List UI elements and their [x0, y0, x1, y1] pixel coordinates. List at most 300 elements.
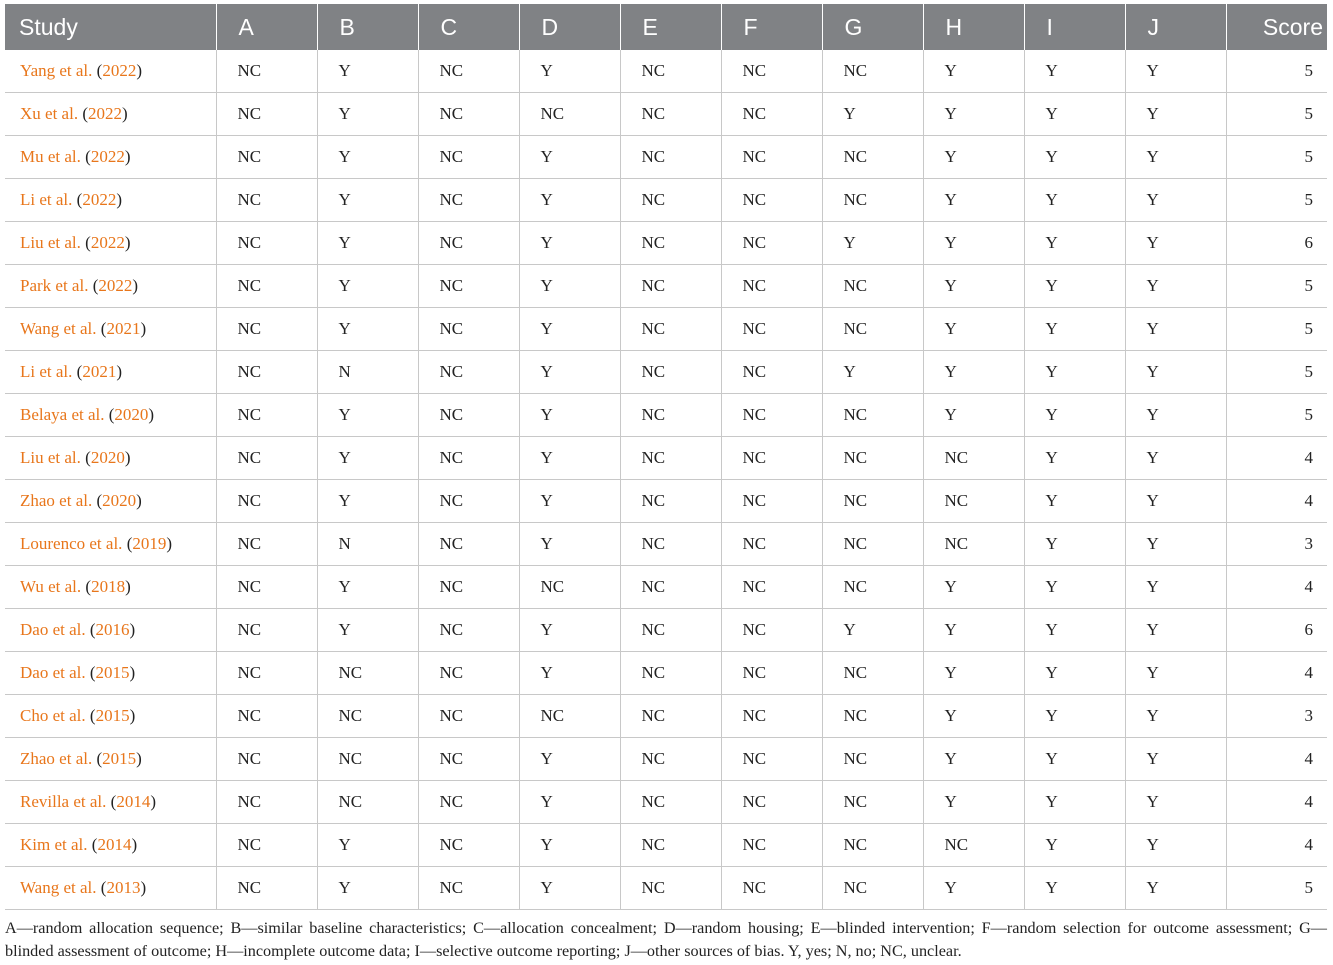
criterion-cell: Y	[1125, 609, 1226, 652]
table-row	[5, 136, 1327, 179]
criterion-cell: Y	[317, 136, 418, 179]
criterion-cell: Y	[1125, 480, 1226, 523]
study-cell	[5, 351, 216, 394]
criterion-cell: NC	[822, 394, 923, 437]
criterion-cell: NC	[216, 265, 317, 308]
open-paren: (	[89, 706, 96, 725]
criterion-cell: Y	[1024, 523, 1125, 566]
criterion-cell: NC	[620, 394, 721, 437]
criterion-cell: N	[317, 351, 418, 394]
criterion-cell: Y	[923, 394, 1024, 437]
criterion-cell: Y	[923, 136, 1024, 179]
criterion-cell: NC	[721, 308, 822, 351]
close-paren: )	[124, 448, 131, 467]
open-paren: (	[85, 147, 91, 166]
criterion-cell: NC	[620, 566, 721, 609]
close-paren: )	[132, 276, 139, 295]
criterion-cell: NC	[822, 566, 923, 609]
criterion-cell: Y	[1024, 93, 1125, 136]
criterion-cell: Y	[1024, 50, 1125, 93]
score-cell: 5	[1226, 93, 1327, 136]
open-paren: (	[85, 577, 92, 596]
criterion-cell: NC	[923, 480, 1024, 523]
criterion-cell: NC	[721, 609, 822, 652]
score-cell: 3	[1226, 695, 1327, 738]
criterion-cell: Y	[923, 566, 1024, 609]
close-paren: )	[125, 577, 131, 596]
criterion-cell: NC	[418, 351, 519, 394]
criterion-cell: NC	[418, 781, 519, 824]
study-cell	[5, 738, 216, 781]
study-author-link[interactable]: Zhao et al.	[20, 749, 93, 768]
criterion-cell: Y	[317, 50, 418, 93]
criterion-cell: NC	[519, 695, 620, 738]
study-author-link[interactable]: Wang et al.	[20, 319, 97, 338]
open-paren: (	[89, 620, 96, 639]
header-col-j: J	[1125, 4, 1226, 50]
study-cell	[5, 824, 216, 867]
criterion-cell: Y	[1024, 222, 1125, 265]
criterion-cell: NC	[216, 50, 317, 93]
criterion-cell: Y	[923, 222, 1024, 265]
criterion-cell: NC	[721, 394, 822, 437]
criterion-cell: Y	[519, 265, 620, 308]
table-row	[5, 437, 1327, 480]
criterion-cell: NC	[822, 50, 923, 93]
criterion-cell: NC	[418, 50, 519, 93]
score-cell: 5	[1226, 136, 1327, 179]
score-cell: 4	[1226, 566, 1327, 609]
header-col-f: F	[721, 4, 822, 50]
header-col-g: G	[822, 4, 923, 50]
open-paren: (	[89, 663, 96, 682]
criterion-cell: NC	[418, 265, 519, 308]
criterion-cell: NC	[216, 222, 317, 265]
table-row	[5, 93, 1327, 136]
criterion-cell: Y	[317, 93, 418, 136]
criterion-cell: Y	[519, 179, 620, 222]
close-paren: )	[116, 362, 122, 381]
score-cell: 5	[1226, 179, 1327, 222]
criterion-cell: Y	[923, 695, 1024, 738]
score-cell: 6	[1226, 222, 1327, 265]
criterion-cell: NC	[620, 523, 721, 566]
open-paren: (	[76, 362, 83, 381]
criterion-cell: Y	[1024, 136, 1125, 179]
table-row	[5, 652, 1327, 695]
criterion-cell: NC	[620, 179, 721, 222]
criterion-cell: NC	[418, 523, 519, 566]
criterion-cell: NC	[216, 824, 317, 867]
criterion-cell: Y	[1125, 222, 1226, 265]
criterion-cell: Y	[822, 609, 923, 652]
criterion-cell: Y	[1125, 179, 1226, 222]
criterion-cell: NC	[216, 695, 317, 738]
study-author-link[interactable]: Liu et al.	[20, 448, 81, 467]
criterion-cell: Y	[923, 351, 1024, 394]
study-author-link[interactable]: Dao et al.	[20, 663, 86, 682]
criterion-cell: NC	[216, 179, 317, 222]
close-paren: )	[136, 491, 142, 510]
criterion-cell: Y	[519, 781, 620, 824]
score-cell: 6	[1226, 609, 1327, 652]
criterion-cell: Y	[1125, 566, 1226, 609]
criterion-cell: NC	[620, 738, 721, 781]
close-paren: )	[116, 190, 122, 209]
table-row	[5, 867, 1327, 910]
criterion-cell: NC	[216, 867, 317, 910]
close-paren: )	[136, 61, 143, 80]
criterion-cell: NC	[620, 222, 721, 265]
criterion-cell: NC	[721, 867, 822, 910]
criterion-cell: NC	[216, 523, 317, 566]
table-row	[5, 695, 1327, 738]
table-row	[5, 50, 1327, 93]
criterion-cell: Y	[923, 867, 1024, 910]
close-paren: )	[129, 706, 136, 725]
close-paren: )	[129, 620, 136, 639]
study-year-link[interactable]: 2014	[116, 792, 151, 811]
criterion-cell: NC	[620, 480, 721, 523]
close-paren: )	[122, 104, 128, 123]
criterion-cell: Y	[519, 867, 620, 910]
study-year-link[interactable]: 2018	[91, 577, 126, 596]
table-row	[5, 824, 1327, 867]
score-cell: 5	[1226, 265, 1327, 308]
criterion-cell: NC	[418, 867, 519, 910]
criterion-cell: Y	[923, 738, 1024, 781]
criterion-cell: NC	[923, 437, 1024, 480]
study-year-link[interactable]: 2022	[102, 61, 137, 80]
criterion-cell: Y	[923, 265, 1024, 308]
study-year-link[interactable]: 2021	[106, 319, 141, 338]
header-study: Study	[5, 4, 216, 50]
criterion-cell: NC	[822, 437, 923, 480]
criterion-cell: Y	[1125, 695, 1226, 738]
criterion-cell: NC	[721, 781, 822, 824]
study-cell	[5, 523, 216, 566]
study-year-link[interactable]: 2016	[95, 620, 130, 639]
criterion-cell: NC	[418, 437, 519, 480]
study-cell	[5, 136, 216, 179]
criterion-cell: Y	[317, 179, 418, 222]
open-paren: (	[110, 792, 117, 811]
header-score: Score	[1226, 4, 1327, 50]
study-cell	[5, 867, 216, 910]
criterion-cell: NC	[620, 437, 721, 480]
criterion-cell: Y	[519, 136, 620, 179]
criterion-cell: Y	[923, 308, 1024, 351]
study-year-link[interactable]: 2022	[88, 104, 122, 123]
criterion-cell: NC	[519, 566, 620, 609]
criterion-cell: NC	[317, 695, 418, 738]
study-year-link[interactable]: 2020	[102, 491, 137, 510]
table-row	[5, 179, 1327, 222]
criterion-cell: NC	[822, 652, 923, 695]
criterion-cell: Y	[1024, 738, 1125, 781]
criterion-cell: NC	[418, 480, 519, 523]
criterion-cell: Y	[519, 824, 620, 867]
close-paren: )	[124, 147, 131, 166]
criterion-cell: Y	[1125, 824, 1226, 867]
criterion-cell: Y	[1024, 437, 1125, 480]
study-author-link[interactable]: Mu et al.	[20, 147, 81, 166]
table-row	[5, 566, 1327, 609]
header-col-a: A	[216, 4, 317, 50]
criterion-cell: NC	[620, 609, 721, 652]
study-cell	[5, 781, 216, 824]
table-row	[5, 351, 1327, 394]
criterion-cell: NC	[216, 394, 317, 437]
criterion-cell: NC	[721, 480, 822, 523]
study-year-link[interactable]: 2021	[82, 362, 117, 381]
criterion-cell: Y	[317, 265, 418, 308]
header-col-c: C	[418, 4, 519, 50]
criterion-cell: NC	[721, 652, 822, 695]
score-cell: 5	[1226, 394, 1327, 437]
study-author-link[interactable]: Wu et al.	[20, 577, 82, 596]
criterion-cell: Y	[317, 480, 418, 523]
criterion-cell: Y	[1024, 566, 1125, 609]
criterion-cell: N	[317, 523, 418, 566]
study-author-link[interactable]: Belaya et al.	[20, 405, 105, 424]
criterion-cell: Y	[317, 566, 418, 609]
criterion-cell: NC	[418, 824, 519, 867]
criterion-cell: NC	[620, 781, 721, 824]
criterion-cell: NC	[822, 136, 923, 179]
criterion-cell: Y	[317, 867, 418, 910]
study-author-link[interactable]: Zhao et al.	[20, 491, 93, 510]
criterion-cell: NC	[721, 437, 822, 480]
study-author-link[interactable]: Revilla et al.	[20, 792, 107, 811]
criterion-cell: Y	[923, 50, 1024, 93]
risk-of-bias-table-container	[5, 4, 1327, 963]
criterion-cell: Y	[1024, 867, 1125, 910]
header-col-b: B	[317, 4, 418, 50]
criterion-cell: NC	[216, 351, 317, 394]
open-paren: (	[126, 534, 133, 553]
criterion-cell: NC	[317, 738, 418, 781]
criterion-cell: NC	[620, 308, 721, 351]
criterion-cell: NC	[216, 480, 317, 523]
study-author-link[interactable]: Park et al.	[20, 276, 89, 295]
criterion-cell: NC	[721, 50, 822, 93]
table-row	[5, 480, 1327, 523]
criterion-cell: NC	[418, 394, 519, 437]
study-author-link[interactable]: Liu et al.	[20, 233, 81, 252]
criterion-cell: Y	[923, 652, 1024, 695]
criterion-cell: Y	[822, 351, 923, 394]
criterion-cell: Y	[1125, 50, 1226, 93]
criterion-cell: NC	[721, 265, 822, 308]
criterion-cell: NC	[418, 566, 519, 609]
score-cell: 4	[1226, 781, 1327, 824]
criterion-cell: NC	[216, 781, 317, 824]
criterion-cell: NC	[822, 265, 923, 308]
criterion-cell: NC	[418, 93, 519, 136]
criterion-cell: NC	[216, 308, 317, 351]
score-cell: 3	[1226, 523, 1327, 566]
criterion-cell: Y	[1125, 394, 1226, 437]
criterion-cell: NC	[317, 781, 418, 824]
score-cell: 5	[1226, 867, 1327, 910]
criterion-cell: NC	[418, 695, 519, 738]
score-cell: 5	[1226, 351, 1327, 394]
criterion-cell: NC	[620, 93, 721, 136]
criterion-cell: NC	[620, 695, 721, 738]
criterion-cell: Y	[519, 50, 620, 93]
criterion-cell: Y	[519, 351, 620, 394]
header-col-e: E	[620, 4, 721, 50]
criterion-cell: Y	[822, 222, 923, 265]
open-paren: (	[96, 61, 103, 80]
study-cell	[5, 50, 216, 93]
score-cell: 5	[1226, 308, 1327, 351]
score-cell: 4	[1226, 652, 1327, 695]
criterion-cell: NC	[721, 136, 822, 179]
criterion-cell: NC	[923, 523, 1024, 566]
criterion-cell: NC	[216, 566, 317, 609]
study-author-link[interactable]: Wang et al.	[20, 878, 97, 897]
close-paren: )	[148, 405, 155, 424]
study-year-link[interactable]: 2020	[114, 405, 149, 424]
study-cell	[5, 179, 216, 222]
criterion-cell: Y	[1125, 265, 1226, 308]
close-paren: )	[150, 792, 156, 811]
study-author-link[interactable]: Kim et al.	[20, 835, 88, 854]
study-year-link[interactable]: 2013	[106, 878, 141, 897]
criterion-cell: Y	[1024, 824, 1125, 867]
study-year-link[interactable]: 2019	[132, 534, 167, 553]
open-paren: (	[96, 749, 103, 768]
study-author-link[interactable]: Li et al.	[20, 362, 73, 381]
criterion-cell: Y	[519, 394, 620, 437]
study-year-link[interactable]: 2015	[102, 749, 137, 768]
table-row	[5, 781, 1327, 824]
criterion-cell: NC	[418, 652, 519, 695]
criterion-cell: NC	[721, 179, 822, 222]
table-row	[5, 523, 1327, 566]
study-author-link[interactable]: Li et al.	[20, 190, 73, 209]
close-paren: )	[129, 663, 136, 682]
open-paren: (	[92, 276, 99, 295]
criterion-cell: NC	[822, 179, 923, 222]
study-cell	[5, 93, 216, 136]
risk-of-bias-table	[5, 4, 1327, 910]
criterion-cell: Y	[519, 480, 620, 523]
criterion-cell: NC	[822, 738, 923, 781]
study-year-link[interactable]: 2015	[95, 663, 130, 682]
study-author-link[interactable]: Yang et al.	[20, 61, 93, 80]
study-cell	[5, 308, 216, 351]
criterion-cell: NC	[822, 480, 923, 523]
criterion-cell: Y	[1125, 523, 1226, 566]
criterion-cell: NC	[620, 351, 721, 394]
criterion-cell: Y	[519, 222, 620, 265]
criterion-cell: NC	[620, 50, 721, 93]
criterion-cell: Y	[519, 609, 620, 652]
criterion-cell: Y	[317, 394, 418, 437]
criterion-cell: NC	[822, 781, 923, 824]
study-year-link[interactable]: 2022	[82, 190, 117, 209]
criterion-cell: Y	[923, 781, 1024, 824]
table-row	[5, 265, 1327, 308]
study-cell	[5, 480, 216, 523]
study-year-link[interactable]: 2022	[90, 147, 125, 166]
criterion-cell: NC	[620, 136, 721, 179]
study-year-link[interactable]: 2022	[98, 276, 133, 295]
criterion-cell: Y	[923, 609, 1024, 652]
study-cell	[5, 566, 216, 609]
study-author-link[interactable]: Xu et al.	[20, 104, 79, 123]
close-paren: )	[140, 319, 147, 338]
criterion-cell: Y	[1024, 781, 1125, 824]
study-author-link[interactable]: Lourenco et al.	[20, 534, 123, 553]
open-paren: (	[100, 319, 107, 338]
criterion-cell: Y	[1024, 652, 1125, 695]
header-col-h: H	[923, 4, 1024, 50]
criterion-cell: NC	[418, 136, 519, 179]
criterion-cell: Y	[1024, 609, 1125, 652]
close-paren: )	[166, 534, 173, 553]
criterion-cell: NC	[317, 652, 418, 695]
close-paren: )	[131, 835, 138, 854]
study-cell	[5, 222, 216, 265]
criterion-cell: NC	[721, 695, 822, 738]
criterion-cell: Y	[1024, 308, 1125, 351]
criterion-cell: NC	[620, 652, 721, 695]
criterion-cell: NC	[822, 824, 923, 867]
criterion-cell: Y	[1125, 652, 1226, 695]
score-cell: 4	[1226, 437, 1327, 480]
open-paren: (	[85, 448, 91, 467]
criterion-cell: NC	[418, 222, 519, 265]
study-cell	[5, 609, 216, 652]
table-row	[5, 609, 1327, 652]
score-cell: 4	[1226, 824, 1327, 867]
table-footnote: A—random allocation sequence; B—similar baseline characteristics; C—allocation concealment; D—random housing; E—blinded intervention; F—random selection for outcome assessment; G—blinded assessment of outcome; H—incomplete outcome data; I—selective outcome reporting; J—other sources of bias. Y, yes; N, no; NC, unclear.	[5, 919, 1327, 960]
criterion-cell: NC	[418, 308, 519, 351]
criterion-cell: Y	[822, 93, 923, 136]
criterion-cell: Y	[1024, 179, 1125, 222]
study-cell	[5, 394, 216, 437]
study-author-link[interactable]: Cho et al.	[20, 706, 86, 725]
criterion-cell: Y	[1125, 308, 1226, 351]
criterion-cell: NC	[620, 824, 721, 867]
criterion-cell: NC	[721, 93, 822, 136]
study-year-link[interactable]: 2015	[95, 706, 130, 725]
open-paren: (	[85, 233, 91, 252]
study-year-link[interactable]: 2022	[90, 233, 125, 252]
study-year-link[interactable]: 2014	[97, 835, 132, 854]
study-author-link[interactable]: Dao et al.	[20, 620, 86, 639]
criterion-cell: NC	[216, 93, 317, 136]
study-year-link[interactable]: 2020	[90, 448, 125, 467]
study-cell	[5, 695, 216, 738]
criterion-cell: NC	[620, 265, 721, 308]
open-paren: (	[96, 491, 103, 510]
close-paren: )	[124, 233, 131, 252]
study-cell	[5, 265, 216, 308]
criterion-cell: Y	[1125, 781, 1226, 824]
score-cell: 4	[1226, 480, 1327, 523]
criterion-cell: Y	[1024, 480, 1125, 523]
criterion-cell: Y	[519, 437, 620, 480]
criterion-cell: Y	[1024, 394, 1125, 437]
criterion-cell: NC	[620, 867, 721, 910]
criterion-cell: Y	[1125, 351, 1226, 394]
table-row	[5, 308, 1327, 351]
